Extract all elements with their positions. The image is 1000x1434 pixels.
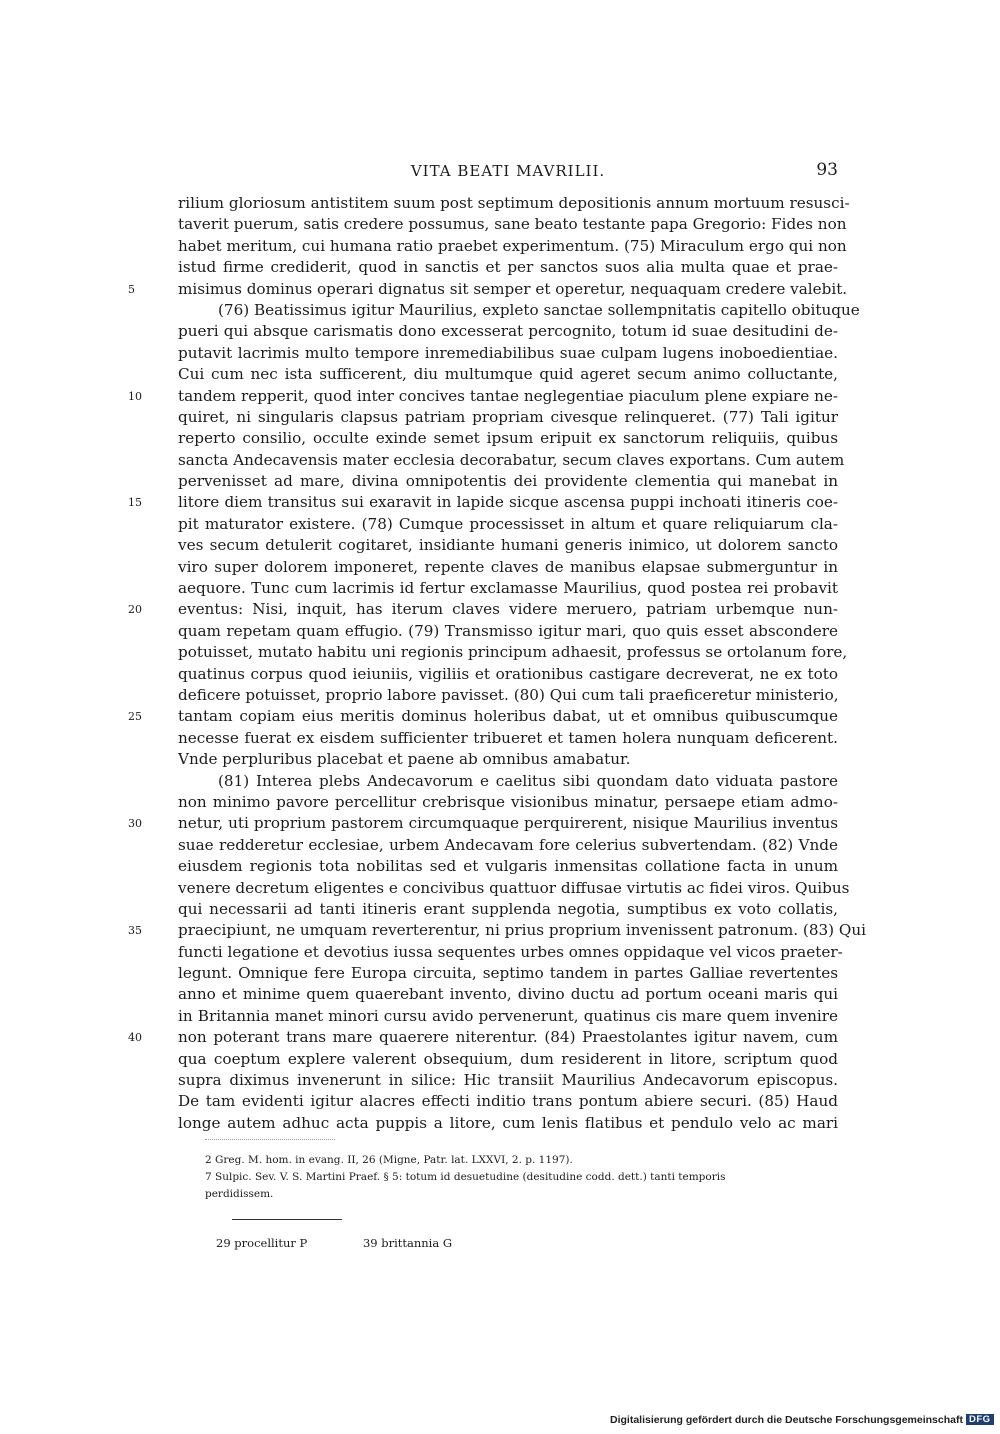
- line-number: 30: [128, 817, 142, 831]
- text-line: De tam evidenti igitur alacres effecti inditio trans pontum abiere securi. (85) Haud: [178, 1092, 838, 1111]
- critical-apparatus: [216, 1236, 504, 1250]
- text-line: eventus: Nisi, inquit, has iterum claves videre meruero, patriam urbemque nun-: [178, 600, 838, 619]
- credit-text: Digitalisierung gefördert durch die Deutsche Forschungsgemeinschaft: [610, 1414, 963, 1426]
- text-line: pit maturator existere. (78) Cumque processisset in altum et quare reliquiarum cla-: [178, 514, 838, 533]
- line-number: 5: [128, 282, 135, 296]
- text-line: (76) Beatissimus igitur Maurilius, expleto sanctae sollempnitatis capitello obituque: [218, 300, 860, 319]
- text-line: taverit puerum, satis credere possumus, sane beato testante papa Gregorio: Fides non: [178, 215, 847, 234]
- text-line: quam repetam quam effugio. (79) Transmisso igitur mari, quo quis esset abscondere: [178, 621, 838, 640]
- text-line: longe autem adhuc acta puppis a litore, cum lenis flatibus et pendulo velo ac mari: [178, 1113, 838, 1132]
- main-text: [128, 193, 866, 1134]
- text-line: pueri qui absque carismatis dono excesserat percognito, totum id suae desitudini de-: [178, 322, 838, 341]
- text-line: ves secum detulerit cogitaret, insidiante humani generis inimico, ut dolorem sancto: [178, 536, 838, 555]
- text-line: non minimo pavore percellitur crebrisque visionibus minatur, persaepe etiam admo-: [178, 792, 838, 811]
- text-line: quatinus corpus quod ieiuniis, vigiliis et orationibus castigare decreverat, ne ex toto: [178, 664, 838, 683]
- line-number: 35: [128, 924, 142, 938]
- apparatus-entry: 39 brittannia G: [362, 1236, 453, 1250]
- text-line: venere decretum eligentes e concivibus quattuor diffusae virtutis ac fidei viros. Quibus: [178, 878, 850, 897]
- text-line: potuisset, mutato habitu uni regionis principum adhaesit, professus se ortolanum fore,: [178, 643, 848, 662]
- footnote: 7 Sulpic. Sev. V. S. Martini Praef. § 5: totum id desuetudine (desitudine codd. dett.) tanti temporis: [205, 1171, 726, 1183]
- text-line-group: [128, 279, 848, 300]
- line-number: 25: [128, 710, 142, 724]
- text-line: qui necessarii ad tanti itineris erant supplenda negotia, sumptibus ex voto collatis,: [178, 899, 838, 918]
- text-line: quiret, ni singularis clapsus patriam propriam civesque relinqueret. (77) Tali igitur: [178, 407, 838, 426]
- text-line: (81) Interea plebs Andecavorum e caelitus sibi quondam dato viduata pastore: [218, 771, 838, 790]
- text-line: functi legatione et devotius iussa sequentes urbes omnes oppidaque vel vicos praeter-: [178, 942, 843, 961]
- footnote: perdidissem.: [205, 1188, 274, 1200]
- text-line-group: [128, 386, 838, 407]
- line-number: 10: [128, 389, 142, 403]
- text-line: in Britannia manet minori cursu avido pervenerunt, quatinus cis mare quem invenire: [178, 1006, 838, 1025]
- text-line-group: [128, 706, 838, 727]
- text-line: qua coeptum explere valerent obsequium, dum residerent in litore, scriptum quod: [178, 1049, 838, 1068]
- footnote-divider: [205, 1139, 335, 1140]
- text-line: misimus dominus operari dignatus sit semper et operetur, nequaquam credere valebit.: [178, 279, 848, 298]
- text-line: praecipiunt, ne umquam reverterentur, ni prius proprium invenissent patronum. (83) Qui: [178, 921, 866, 940]
- text-line-group: [128, 492, 838, 513]
- text-line-group: [128, 1027, 838, 1048]
- text-line: istud firme crediderit, quod in sanctis et per sanctos suos alia multa quae et prae-: [178, 258, 838, 277]
- running-title: VITA BEATI MAVRILII.: [410, 162, 606, 180]
- text-line: anno et minime quem quaerebant invento, divino ductu ad portum oceani maris qui: [178, 985, 838, 1004]
- footnotes: [205, 1152, 837, 1203]
- line-number: 40: [128, 1031, 142, 1045]
- line-number: 15: [128, 496, 142, 510]
- text-line: pervenisset ad mare, divina omnipotentis dei providente clementia qui manebat in: [178, 472, 838, 491]
- text-line: supra diximus invenerunt in silice: Hic transiit Maurilius Andecavorum episcopus.: [178, 1071, 838, 1090]
- text-line: rilium gloriosum antistitem suum post septimum depositionis annum mortuum resusci-: [178, 194, 850, 212]
- text-line: reperto consilio, occulte exinde semet ipsum eripuit ex sanctorum reliquiis, quibus: [178, 429, 838, 448]
- text-line: habet meritum, cui humana ratio praebet experimentum. (75) Miraculum ergo qui non: [178, 236, 847, 255]
- text-line: aequore. Tunc cum lacrimis id fertur exclamasse Maurilius, quod postea rei probavit: [178, 579, 838, 598]
- text-line: viro super dolorem imponeret, repente claves de manibus elapsae submerguntur in: [178, 557, 838, 576]
- text-line-group: [128, 599, 838, 620]
- text-line: litore diem transitus sui exaravit in lapide sicque ascensa puppi inchoati itineris coe-: [178, 493, 838, 512]
- text-line: tandem repperit, quod inter concives tantae neglegentiae piaculum plene expiare ne-: [178, 386, 838, 405]
- text-line: necesse fuerat ex eisdem sufficienter tribueret et tamen holera nunquam deficerent.: [178, 728, 838, 747]
- digitization-credit: [610, 1414, 994, 1426]
- apparatus-entry: 29 procellitur P: [216, 1236, 308, 1250]
- text-line-group: [128, 920, 866, 941]
- text-line: netur, uti proprium pastorem circumquaque perquirerent, nisique Maurilius inventus: [178, 814, 838, 833]
- footnote: 2 Greg. M. hom. in evang. II, 26 (Migne, Patr. lat. LXXVI, 2. p. 1197).: [205, 1154, 573, 1166]
- text-line-group: [128, 813, 838, 834]
- apparatus-divider: [232, 1219, 342, 1220]
- text-line: non poterant trans mare quaerere niterentur. (84) Praestolantes igitur navem, cum: [178, 1028, 838, 1047]
- text-line: deficere potuisset, proprio labore pavisset. (80) Qui cum tali praeficeretur ministerio,: [178, 685, 839, 704]
- text-line: Cui cum nec ista sufficerent, diu multumque quid ageret secum animo colluctante,: [178, 365, 838, 384]
- text-line: eiusdem regionis tota nobilitas sed et vulgaris inmensitas collatione facta in unum: [178, 857, 838, 876]
- text-line: Vnde perpluribus placebat et paene ab omnibus amabatur.: [178, 750, 631, 769]
- text-line: legunt. Omnique fere Europa circuita, septimo tandem in partes Galliae revertentes: [178, 964, 838, 983]
- line-number: 20: [128, 603, 142, 617]
- page-number: 93: [816, 160, 838, 180]
- dfg-logo: DFG: [966, 1414, 994, 1425]
- text-line: tantam copiam eius meritis dominus holeribus dabat, ut et omnibus quibuscumque: [178, 707, 838, 726]
- text-line: sancta Andecavensis mater ecclesia decorabatur, secum claves exportans. Cum autem: [178, 450, 845, 469]
- text-line: suae redderetur ecclesiae, urbem Andecavam fore celerius subvertendam. (82) Vnde: [178, 835, 838, 854]
- text-line: putavit lacrimis multo tempore inremediabilibus suae culpam lugens inoboedientiae.: [178, 343, 838, 362]
